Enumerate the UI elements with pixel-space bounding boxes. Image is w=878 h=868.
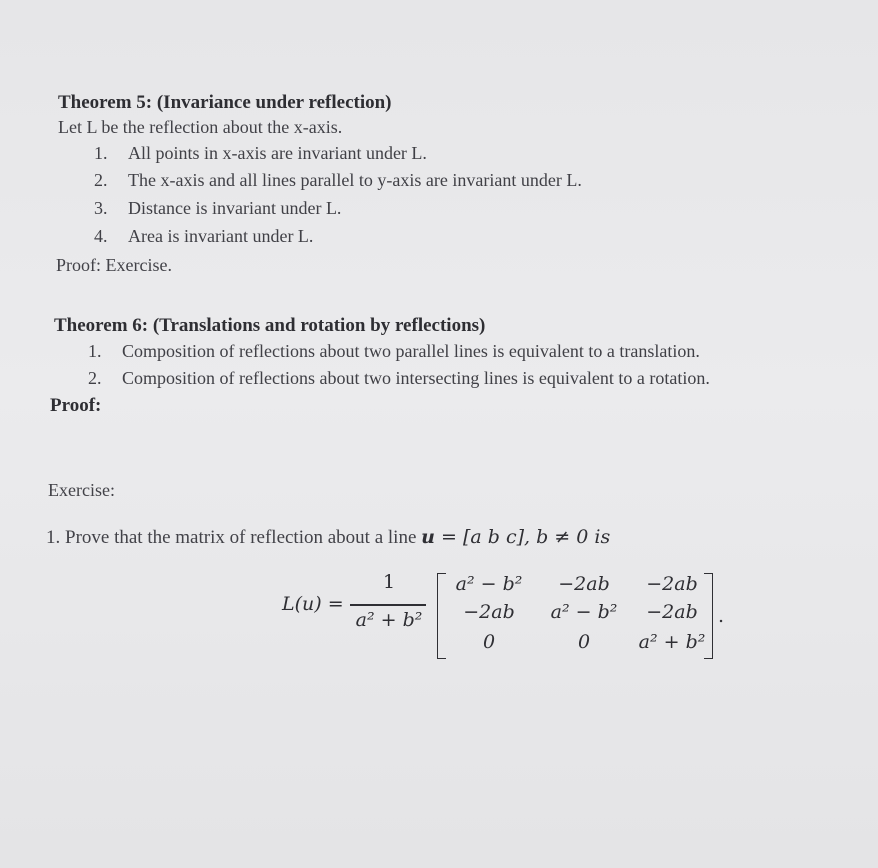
item-number: 3. <box>94 198 108 218</box>
theorem-5-item <box>94 226 313 247</box>
theorem-5-item <box>94 198 341 219</box>
item-text: Distance is invariant under L. <box>128 198 342 218</box>
item-number: 2. <box>88 368 102 388</box>
item-text: Area is invariant under L. <box>128 226 314 246</box>
matrix-cell: −2ab <box>646 601 698 623</box>
matrix-cell: a² − b² <box>550 601 618 623</box>
matrix-cell: 0 <box>577 631 591 653</box>
item-text: All points in x-axis are invariant under L. <box>128 143 427 163</box>
exercise-heading: Exercise: <box>48 480 115 500</box>
item-number: 1. <box>88 341 102 361</box>
theorem-5-item <box>94 170 582 191</box>
theorem-5-title: Theorem 5: (Invariance under reflection) <box>58 92 392 113</box>
item-number: 4. <box>94 226 108 246</box>
item-text: The x-axis and all lines parallel to y-axis are invariant under L. <box>128 170 582 190</box>
theorem-6-title: Theorem 6: (Translations and rotation by reflections) <box>54 315 486 336</box>
theorem-6-proof: Proof: <box>50 395 102 416</box>
fraction-bar <box>350 604 426 606</box>
matrix-cell: −2ab <box>558 573 610 595</box>
theorem-6-item <box>88 368 710 389</box>
matrix-cell: 0 <box>482 631 496 653</box>
theorem-6-item <box>88 341 700 362</box>
problem-text: 1. Prove that the matrix of reflection about a line <box>46 527 422 548</box>
item-number: 1. <box>94 143 108 163</box>
formula-lhs: L(u) = <box>282 593 344 615</box>
item-text: Composition of reflections about two intersecting lines is equivalent to a rotation. <box>122 368 710 388</box>
line-equation: = [a b c], b ≠ 0 is <box>434 526 611 548</box>
matrix-cell: −2ab <box>463 601 515 623</box>
exercise-problem <box>46 526 610 549</box>
right-bracket <box>704 573 713 659</box>
vector-u: u <box>421 526 435 548</box>
theorem-5-proof: Proof: Exercise. <box>56 255 172 275</box>
matrix-cell: −2ab <box>646 573 698 595</box>
theorem-5-item <box>94 143 427 164</box>
fraction-numerator: 1 <box>382 571 396 593</box>
item-text: Composition of reflections about two parallel lines is equivalent to a translation. <box>122 341 700 361</box>
fraction-denominator: a² + b² <box>355 609 423 631</box>
item-number: 2. <box>94 170 108 190</box>
reflection-matrix-formula <box>282 565 742 665</box>
matrix-cell: a² − b² <box>455 573 523 595</box>
theorem-5-intro: Let L be the reflection about the x-axis. <box>58 117 343 137</box>
matrix-cell: a² + b² <box>638 631 706 653</box>
formula-period: . <box>718 605 725 627</box>
